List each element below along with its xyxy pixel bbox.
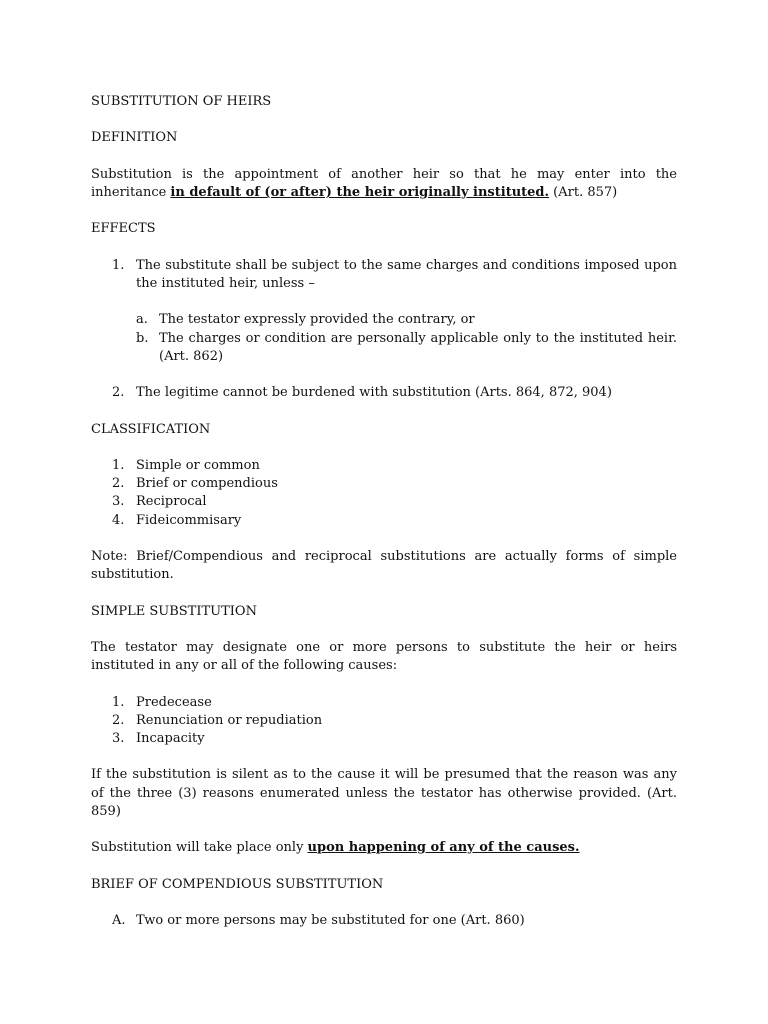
list-item xyxy=(91,512,677,530)
list-item-text: The substitute shall be subject to the same charges and conditions imposed upon the instituted heir, unless – xyxy=(136,257,677,291)
list-item-text: Simple or common xyxy=(136,457,260,473)
list-item-text: Fideicommisary xyxy=(136,512,242,528)
brief-substitution-list xyxy=(91,912,677,930)
take-place-paragraph xyxy=(91,839,677,857)
definition-paragraph xyxy=(91,166,677,202)
list-item xyxy=(91,712,677,730)
list-marker: A. xyxy=(112,912,126,928)
classification-list xyxy=(91,457,677,530)
take-place-emphasis: upon happening of any of the causes. xyxy=(307,840,580,856)
causes-list xyxy=(91,694,677,749)
list-marker: 1. xyxy=(112,257,125,273)
definition-citation: (Art. 857) xyxy=(549,184,618,200)
list-item-text: The legitime cannot be burdened with substitution (Arts. 864, 872, 904) xyxy=(136,385,612,401)
list-item-text: Predecease xyxy=(136,694,212,710)
list-marker: 3. xyxy=(112,494,125,510)
silent-substitution-paragraph: If the substitution is silent as to the cause it will be presumed that the reason was any of the three (3) reasons enumerated unless the testator has otherwise provided. (Art. 859) xyxy=(91,767,677,819)
sublist-item xyxy=(136,330,677,366)
classification-note: Note: Brief/Compendious and reciprocal substitutions are actually forms of simple substitution. xyxy=(91,548,677,583)
list-item-text: Brief or compendious xyxy=(136,476,278,492)
list-item xyxy=(91,694,677,712)
effects-list xyxy=(91,257,677,403)
list-marker: 1. xyxy=(112,694,125,710)
sublist-item xyxy=(136,311,677,329)
sublist-marker: b. xyxy=(136,330,149,346)
list-item-text: Reciprocal xyxy=(136,494,207,510)
list-marker: 2. xyxy=(112,476,125,492)
sublist-item-text: The testator expressly provided the contrary, or xyxy=(159,312,475,328)
list-item xyxy=(91,493,677,511)
effects-sublist xyxy=(136,311,677,366)
simple-substitution-intro: The testator may designate one or more persons to substitute the heir or heirs instituted in any or all of the following causes: xyxy=(91,639,677,674)
list-item xyxy=(91,730,677,748)
list-item-text: Incapacity xyxy=(136,730,205,746)
list-item-text: Renunciation or repudiation xyxy=(136,712,323,728)
list-marker: 4. xyxy=(112,512,125,528)
sublist-marker: a. xyxy=(136,312,148,328)
list-item-text: Two or more persons may be substituted for one (Art. 860) xyxy=(136,912,525,928)
section-heading-brief-substitution: BRIEF OF COMPENDIOUS SUBSTITUTION xyxy=(91,876,384,892)
take-place-text: Substitution will take place only xyxy=(91,840,308,856)
document-title: SUBSTITUTION OF HEIRS xyxy=(91,94,272,109)
list-item xyxy=(91,475,677,493)
section-heading-effects: EFFECTS xyxy=(91,221,156,237)
list-item xyxy=(91,912,677,930)
list-item xyxy=(91,457,677,475)
sublist-item-text: The charges or condition are personally applicable only to the instituted heir. (Art. 862) xyxy=(159,330,677,364)
list-marker: 2. xyxy=(112,712,125,728)
list-marker: 1. xyxy=(112,457,125,473)
section-heading-simple-substitution: SIMPLE SUBSTITUTION xyxy=(91,603,257,619)
definition-emphasis: in default of (or after) the heir originally instituted. xyxy=(170,184,550,200)
section-heading-classification: CLASSIFICATION xyxy=(91,421,211,437)
section-heading-definition: DEFINITION xyxy=(91,130,178,146)
list-item xyxy=(91,257,677,366)
definition-text: Substitution is the appointment of another heir so that he may enter into the inheritance xyxy=(91,166,677,200)
list-marker: 3. xyxy=(112,730,125,746)
document-page xyxy=(91,93,677,930)
list-item xyxy=(91,384,677,402)
list-marker: 2. xyxy=(112,385,125,401)
